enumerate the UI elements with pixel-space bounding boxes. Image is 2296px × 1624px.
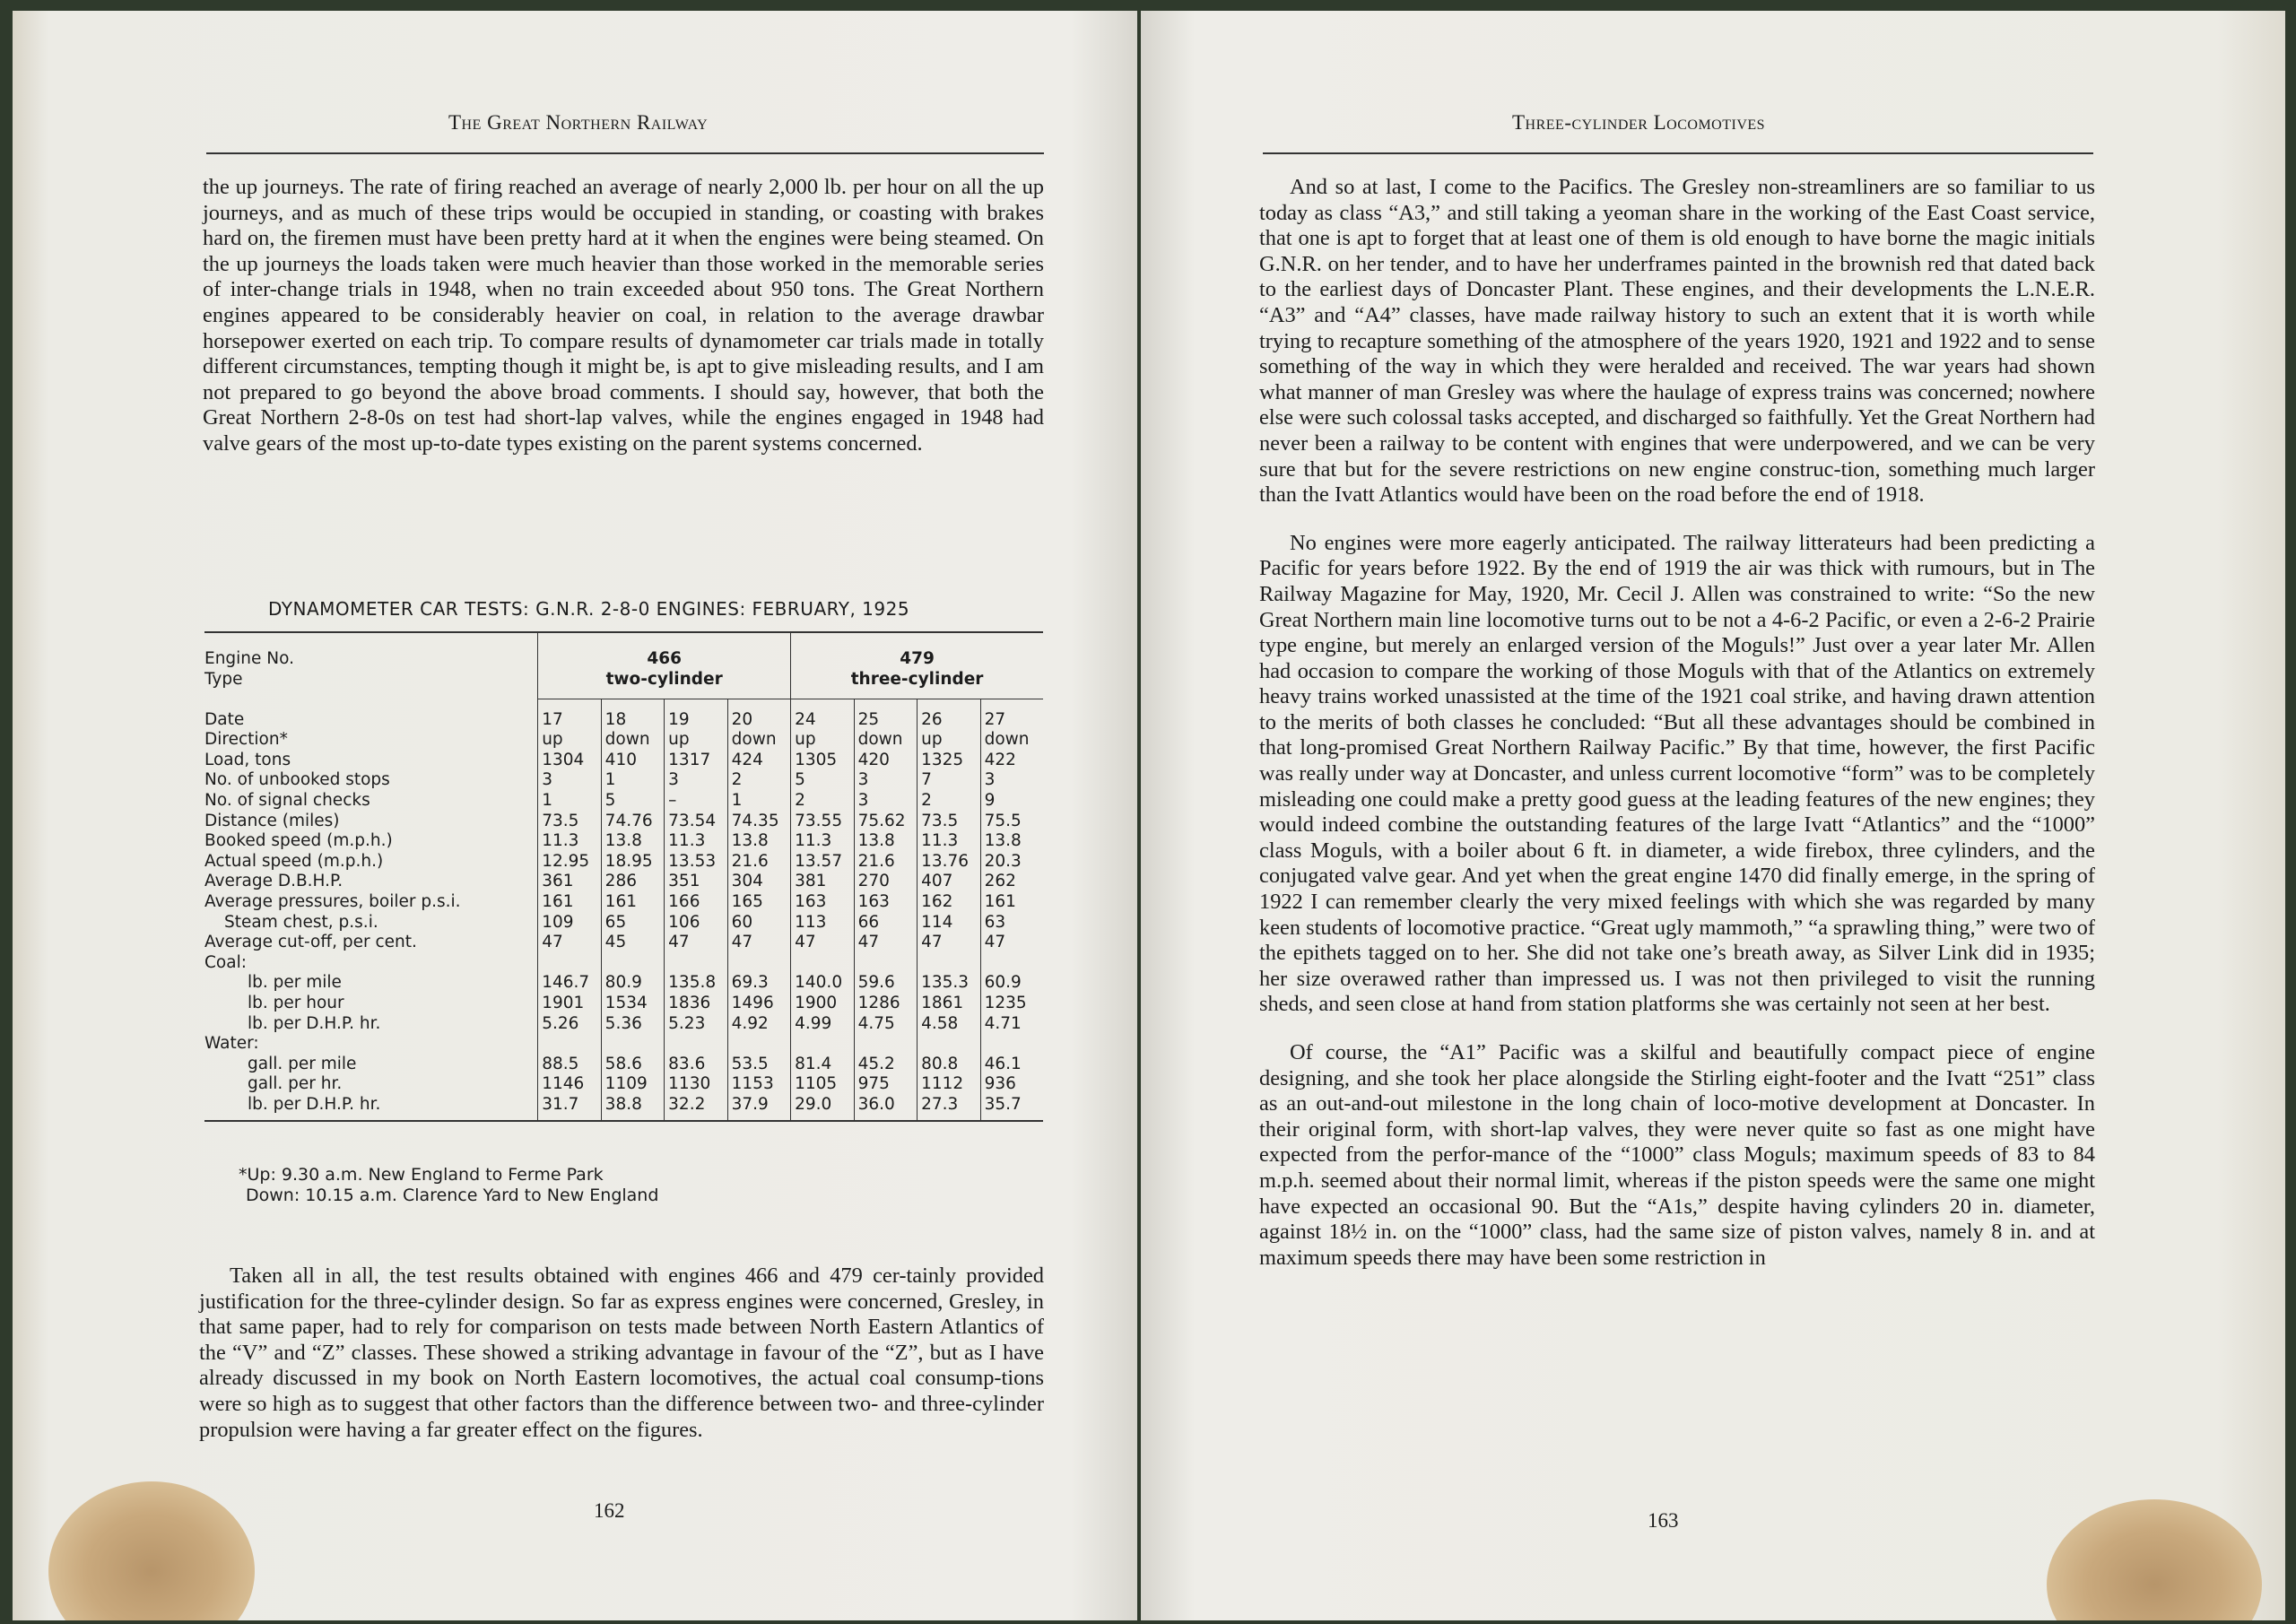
table-cell: 262	[980, 872, 1043, 892]
table-cell: 1	[601, 770, 664, 791]
right-body	[1259, 175, 2095, 1271]
table-cell: 1	[538, 791, 601, 812]
table-cell: 18	[601, 710, 664, 731]
row-label	[204, 953, 538, 974]
table-cell: 1325	[918, 751, 980, 771]
table-cell: 140.0	[791, 973, 854, 994]
table-cell: 1900	[791, 994, 854, 1014]
table-cell: 74.35	[727, 812, 790, 832]
table-cell: 161	[538, 892, 601, 913]
table-cell: 1286	[854, 994, 917, 1014]
table-cell: 75.5	[980, 812, 1043, 832]
table-cell: 69.3	[727, 973, 790, 994]
table-cell: 4.75	[854, 1014, 917, 1035]
row-label-text: gall. per hr.	[248, 1074, 343, 1094]
engine-466-type: two-cylinder	[605, 669, 723, 689]
right-paragraph-1: And so at last, I come to the Pacifics. The Gresley non-streamliners are so familiar to us today as class “A3,” and still taking a yeoman share in the working of the East Coast service, that one is apt to forget that at least one of them is old enough to have borne the magic initials G.N.R. on her tender, and to have her underframes painted in the brownish red that dated back to the earliest days of Doncaster Plant. These engines, and their developments the L.N.E.R. “A3” and “A4” classes, have made railway history to such an extent that it is worth while trying to recapture something of the atmosphere of the years 1920, 1921 and 1922 and to sense something of the way in which they were heralded and received. The war years had shown what manner of man Gresley was where the haulage of express trains was concerned; nowhere else were such colossal tasks accepted, and discharged so faithfully. Yet the Great Northern had never been a railway to be content with engines that were underpowered, and we can be very sure that but for the severe restrictions on new engine construc-tion, something much larger than the Ivatt Atlantics would have been on the road before the end of 1918.	[1259, 175, 2095, 508]
table-cell: 46.1	[980, 1055, 1043, 1075]
table-row	[204, 791, 1043, 812]
table-cell: 3	[854, 770, 917, 791]
table-cell: 165	[727, 892, 790, 913]
table-cell: 29.0	[791, 1095, 854, 1116]
table-cell: 1305	[791, 751, 854, 771]
table-cell: 83.6	[665, 1055, 727, 1075]
table-title: DYNAMOMETER CAR TESTS: G.N.R. 2-8-0 ENGINES: FEBRUARY, 1925	[268, 598, 910, 620]
table-cell	[980, 953, 1043, 974]
right-paragraph-3: Of course, the “A1” Pacific was a skilful and beautifully compact piece of engine designing, and she took her place alongside the Stirling eight-footer and the Ivatt “251” class as an out-and-out milestone in the long chain of loco-motive development at Doncaster. In their original form, with short-lap valves, they were never quite so fast as one might have expected from the perfor-mance of the “1000” class Moguls; maximum speeds of 83 to 84 m.p.h. seemed about their normal limit, whereas if the piston speeds were the same one might have expected an occasional 90. But the “A1s,” despite having cylinders 20 in. diameter, against 18½ in. on the “1000” class, had the same size of piston valves, namely 8 in. and at maximum speeds there may have been some restriction in	[1259, 1040, 2095, 1270]
table-cell: 35.7	[980, 1095, 1043, 1116]
table-cell: 422	[980, 751, 1043, 771]
table-cell: 65	[601, 913, 664, 934]
row-label	[204, 1074, 538, 1095]
table-cell: 407	[918, 872, 980, 892]
row-label-text: Coal:	[204, 952, 247, 972]
table-row	[204, 892, 1043, 913]
right-page-stain	[2047, 1499, 2262, 1620]
table-row	[204, 994, 1043, 1014]
table-cell: 424	[727, 751, 790, 771]
table-cell: 146.7	[538, 973, 601, 994]
row-label-text: Load, tons	[204, 750, 291, 769]
table-cell: 113	[791, 913, 854, 934]
dynamometer-table	[204, 631, 1043, 1122]
table-cell	[538, 953, 601, 974]
table-cell: 3	[854, 791, 917, 812]
left-page-stain	[48, 1481, 255, 1620]
table-cell: 80.8	[918, 1055, 980, 1075]
row-label-text: Water:	[204, 1034, 259, 1054]
table-cell: down	[601, 730, 664, 751]
row-label-text: Average cut-off, per cent.	[204, 933, 417, 952]
table-row	[204, 872, 1043, 892]
left-page	[13, 11, 1137, 1620]
table-cell: 11.3	[665, 831, 727, 852]
table-cell: 73.5	[538, 812, 601, 832]
table-cell	[727, 953, 790, 974]
table-cell	[538, 1034, 601, 1055]
table-cell	[665, 953, 727, 974]
table-cell: –	[665, 791, 727, 812]
table-row	[204, 751, 1043, 771]
table-cell: 32.2	[665, 1095, 727, 1116]
row-label	[204, 933, 538, 953]
table-cell: 1235	[980, 994, 1043, 1014]
table-cell: 114	[918, 913, 980, 934]
table-cell	[791, 1034, 854, 1055]
row-label	[204, 770, 538, 791]
table-cell: 4.99	[791, 1014, 854, 1035]
engine-479-header	[791, 632, 1043, 699]
table-cell: 4.92	[727, 1014, 790, 1035]
table-cell: 4.71	[980, 1014, 1043, 1035]
row-label	[204, 892, 538, 913]
table-cell: 286	[601, 872, 664, 892]
table-cell	[601, 1034, 664, 1055]
table-cell: 60.9	[980, 973, 1043, 994]
right-head-rule	[1263, 152, 2093, 154]
table-cell: 5.23	[665, 1014, 727, 1035]
table-cell: 1836	[665, 994, 727, 1014]
table-cell: 47	[665, 933, 727, 953]
row-label	[204, 831, 538, 852]
table-cell: 1146	[538, 1074, 601, 1095]
table-cell: 109	[538, 913, 601, 934]
table-cell: 47	[918, 933, 980, 953]
row-label-text: lb. per D.H.P. hr.	[248, 1013, 381, 1033]
table-cell	[918, 953, 980, 974]
table-cell: up	[665, 730, 727, 751]
row-label	[204, 852, 538, 873]
table-cell: 53.5	[727, 1055, 790, 1075]
row-label	[204, 730, 538, 751]
table-row	[204, 1074, 1043, 1095]
table-cell	[665, 1034, 727, 1055]
table-cell: 106	[665, 913, 727, 934]
table-cell: 3	[665, 770, 727, 791]
table-cell	[854, 953, 917, 974]
table-cell: 59.6	[854, 973, 917, 994]
table-row	[204, 973, 1043, 994]
table-cell: 1304	[538, 751, 601, 771]
table-cell: 31.7	[538, 1095, 601, 1116]
row-label-text: Average pressures, boiler p.s.i.	[204, 892, 461, 912]
table-cell: 47	[980, 933, 1043, 953]
table-cell: 1112	[918, 1074, 980, 1095]
table-cell: 161	[601, 892, 664, 913]
left-paragraph-1: the up journeys. The rate of firing reached an average of nearly 2,000 lb. per hour on all the up journeys, and as much of these trips would be occupied in standing, or coasting with brakes hard on, the firemen must have been pretty hard at it when the engines were being steamed. On the up journeys the loads taken were much heavier than those worked in the memorable series of inter-change trials in 1948, when no train exceeded about 950 tons. The Great Northern engines appeared to be considerably heavier on coal, in relation to the average drawbar horsepower exerted on each trip. To compare results of dynamometer car trials made in totally different circumstances, tempting though it might be, is apt to give misleading results, and I am not prepared to go beyond the above broad comments. I should say, however, that both the Great Northern 2-8-0s on test had short-lap valves, while the engines engaged in 1948 had valve gears of the most up-to-date types existing on the parent systems concerned.	[203, 175, 1044, 456]
table-row	[204, 770, 1043, 791]
table-cell: 13.76	[918, 852, 980, 873]
table-cell: 975	[854, 1074, 917, 1095]
engine-466-header	[538, 632, 791, 699]
table-cell: 13.8	[854, 831, 917, 852]
table-cell: 11.3	[918, 831, 980, 852]
table-cell: 47	[791, 933, 854, 953]
table-cell: 135.3	[918, 973, 980, 994]
row-label-text: Steam chest, p.s.i.	[224, 912, 378, 932]
table-cell: 5.36	[601, 1014, 664, 1035]
table-cell: 1	[727, 791, 790, 812]
table-cell: 1861	[918, 994, 980, 1014]
row-label	[204, 710, 538, 731]
table-cell: 1109	[601, 1074, 664, 1095]
table-cell: 13.57	[791, 852, 854, 873]
table-row	[204, 953, 1043, 974]
table-cell: 37.9	[727, 1095, 790, 1116]
row-label-text: Booked speed (m.p.h.)	[204, 831, 393, 851]
footnote-down: Down: 10.15 a.m. Clarence Yard to New England	[246, 1185, 659, 1205]
table-row	[204, 1055, 1043, 1075]
table-cell: 73.54	[665, 812, 727, 832]
table-cell: 936	[980, 1074, 1043, 1095]
engine-466-no: 466	[647, 649, 682, 668]
table-cell: 11.3	[791, 831, 854, 852]
table-row	[204, 730, 1043, 751]
table-cell: 80.9	[601, 973, 664, 994]
table-cell: 270	[854, 872, 917, 892]
table-cell: 5	[791, 770, 854, 791]
right-page-number: 163	[1648, 1509, 1679, 1532]
table-cell: 45	[601, 933, 664, 953]
table-cell: 75.62	[854, 812, 917, 832]
table-cell: 9	[980, 791, 1043, 812]
left-body-top	[203, 175, 1044, 457]
row-label-text: lb. per mile	[248, 973, 342, 993]
table-footnote	[239, 1165, 658, 1206]
row-label-text: Date	[204, 709, 245, 729]
row-label	[204, 1014, 538, 1035]
table-cell: 12.95	[538, 852, 601, 873]
row-label	[204, 913, 538, 934]
table-cell: 13.8	[727, 831, 790, 852]
table-cell: up	[918, 730, 980, 751]
table-cell: 381	[791, 872, 854, 892]
left-body-bottom	[199, 1264, 1044, 1443]
row-label-text: Actual speed (m.p.h.)	[204, 851, 384, 871]
table-cell: 1130	[665, 1074, 727, 1095]
table-cell: 163	[854, 892, 917, 913]
row-label	[204, 1055, 538, 1075]
table-cell: 88.5	[538, 1055, 601, 1075]
table-cell: 3	[538, 770, 601, 791]
table-cell: down	[980, 730, 1043, 751]
left-paragraph-2: Taken all in all, the test results obtained with engines 466 and 479 cer-tainly provided justification for the three-cylinder design. So far as express engines were concerned, Gresley, in that same paper, had to rely for comparison on tests made between North Eastern Atlantics of the “V” and “Z” classes. These showed a striking advantage in favour of the “Z”, but as I have already discussed in my book on North Eastern locomotives, the actual coal consump-tions were so high as to suggest that other factors than the difference between two- and three-cylinder propulsion were having a far greater effect on the figures.	[199, 1264, 1044, 1442]
table-header-label	[204, 632, 538, 699]
table-row	[204, 852, 1043, 873]
table-cell: 5.26	[538, 1014, 601, 1035]
row-label	[204, 994, 538, 1014]
row-label-text: Distance (miles)	[204, 811, 340, 830]
table-cell	[791, 953, 854, 974]
table-cell: 3	[980, 770, 1043, 791]
table-cell: 47	[854, 933, 917, 953]
right-paragraph-2: No engines were more eagerly anticipated. The railway litterateurs had been predicting a Pacific for years before 1922. By the end of 1919 the air was thick with rumours, but in The Railway Magazine for May, 1920, Mr. Cecil J. Allen was constrained to write: “So the new Great Northern main line locomotive turns out to be not a 4-6-2 Pacific, or even a 2-6-2 Prairie type engine, but merely an enlarged version of the Moguls!” Just over a year later Mr. Allen had occasion to compare the working of those Moguls with that of the Atlantics on extremely heavy trains worked unassisted at the time of the 1921 coal strike, and having drawn attention to the merits of both classes he concluded: “But all these advantages should be combined in that long-promised Great Northern Railway Pacific.” By that time, however, the first Pacific was really under way at Doncaster, and unless current locomotive “form” was to be completely misleading one could make a pretty good guess at the leading features of the new engines; they would indeed combine the outstanding features of the large Ivatt “Atlantics” and the “1000” class Moguls, with a boiler about 6 ft. in diameter, a wide firebox, three cylinders, and the conjugated valve gear. And yet when the great engine 1470 did finally emerge, in the spring of 1922 I can remember clearly the very mixed feelings with which she was regarded by many keen students of locomotive practice. “Great ugly mammoth,” “a sprawling thing,” were two of the epithets tagged on to her. She did not take one’s breath away, as Silver Link did in 1935; her size overawed rather than impressed us. I was not then privileged to visit the running sheds, and seen close at hand from station platforms she was certainly not seen at her best.	[1259, 530, 2095, 1017]
left-head-rule	[206, 152, 1044, 154]
table-cell: 47	[538, 933, 601, 953]
table-cell: 13.8	[980, 831, 1043, 852]
table-row	[204, 913, 1043, 934]
table-cell: 161	[980, 892, 1043, 913]
row-label	[204, 1034, 538, 1055]
table-cell: 13.53	[665, 852, 727, 873]
table-cell: 4.58	[918, 1014, 980, 1035]
table-cell: 135.8	[665, 973, 727, 994]
table-cell: 351	[665, 872, 727, 892]
table-body	[204, 710, 1043, 1116]
row-label-text: lb. per hour	[248, 994, 344, 1012]
right-page	[1141, 11, 2285, 1620]
table-cell: 45.2	[854, 1055, 917, 1075]
label-type: Type	[204, 669, 243, 689]
table-cell: down	[727, 730, 790, 751]
table-cell: 27	[980, 710, 1043, 731]
table-cell: 20	[727, 710, 790, 731]
table-cell: 1317	[665, 751, 727, 771]
table-cell: 27.3	[918, 1095, 980, 1116]
table-cell: 163	[791, 892, 854, 913]
table-cell: 1105	[791, 1074, 854, 1095]
table-cell: 17	[538, 710, 601, 731]
row-label	[204, 751, 538, 771]
table-cell: 420	[854, 751, 917, 771]
row-label-text: Direction*	[204, 730, 288, 750]
footnote-up: *Up: 9.30 a.m. New England to Ferme Park	[239, 1165, 604, 1185]
table-row	[204, 710, 1043, 731]
table-cell: 38.8	[601, 1095, 664, 1116]
right-running-head: Three-cylinder Locomotives	[1512, 111, 1766, 134]
label-engine-no: Engine No.	[204, 649, 294, 668]
table-cell: 19	[665, 710, 727, 731]
row-label	[204, 812, 538, 832]
table-cell: 166	[665, 892, 727, 913]
table-cell: 25	[854, 710, 917, 731]
table-cell: 36.0	[854, 1095, 917, 1116]
table-row	[204, 1014, 1043, 1035]
row-label-text: No. of signal checks	[204, 791, 370, 811]
table-cell: 74.76	[601, 812, 664, 832]
table-cell: 58.6	[601, 1055, 664, 1075]
table-cell: 2	[727, 770, 790, 791]
table-cell: 47	[727, 933, 790, 953]
table-row	[204, 831, 1043, 852]
row-label-text: lb. per D.H.P. hr.	[248, 1094, 381, 1114]
table-row	[204, 1034, 1043, 1055]
table-cell: 410	[601, 751, 664, 771]
table-cell: 1496	[727, 994, 790, 1014]
table-cell: 20.3	[980, 852, 1043, 873]
table-cell: 1534	[601, 994, 664, 1014]
table-cell: up	[791, 730, 854, 751]
engine-479-type: three-cylinder	[850, 669, 984, 689]
table-cell	[980, 1034, 1043, 1055]
table-cell: 11.3	[538, 831, 601, 852]
table-cell	[854, 1034, 917, 1055]
table-cell: 21.6	[854, 852, 917, 873]
table-cell: 2	[918, 791, 980, 812]
table-cell: down	[854, 730, 917, 751]
table-cell: 73.55	[791, 812, 854, 832]
table-cell	[918, 1034, 980, 1055]
table-cell: 1153	[727, 1074, 790, 1095]
left-page-number: 162	[594, 1499, 625, 1522]
row-label-text: Average D.B.H.P.	[204, 872, 344, 891]
table-cell: 63	[980, 913, 1043, 934]
table-cell: 21.6	[727, 852, 790, 873]
table-cell: 24	[791, 710, 854, 731]
row-label	[204, 872, 538, 892]
table-cell	[727, 1034, 790, 1055]
table-cell: 81.4	[791, 1055, 854, 1075]
row-label	[204, 791, 538, 812]
table-row	[204, 812, 1043, 832]
engine-479-no: 479	[900, 649, 935, 668]
table-cell: up	[538, 730, 601, 751]
table-row	[204, 1095, 1043, 1116]
table-cell: 361	[538, 872, 601, 892]
table-row	[204, 933, 1043, 953]
table-cell: 162	[918, 892, 980, 913]
table-cell: 2	[791, 791, 854, 812]
table-cell: 18.95	[601, 852, 664, 873]
table-cell: 60	[727, 913, 790, 934]
table-cell: 5	[601, 791, 664, 812]
table-cell: 1901	[538, 994, 601, 1014]
left-running-head: The Great Northern Railway	[448, 111, 709, 134]
row-label	[204, 973, 538, 994]
table-cell: 304	[727, 872, 790, 892]
table-cell: 13.8	[601, 831, 664, 852]
table-cell	[601, 953, 664, 974]
table-cell: 7	[918, 770, 980, 791]
row-label-text: gall. per mile	[248, 1054, 357, 1073]
table-cell: 26	[918, 710, 980, 731]
row-label	[204, 1095, 538, 1116]
row-label-text: No. of unbooked stops	[204, 770, 390, 790]
table-cell: 66	[854, 913, 917, 934]
table-cell: 73.5	[918, 812, 980, 832]
